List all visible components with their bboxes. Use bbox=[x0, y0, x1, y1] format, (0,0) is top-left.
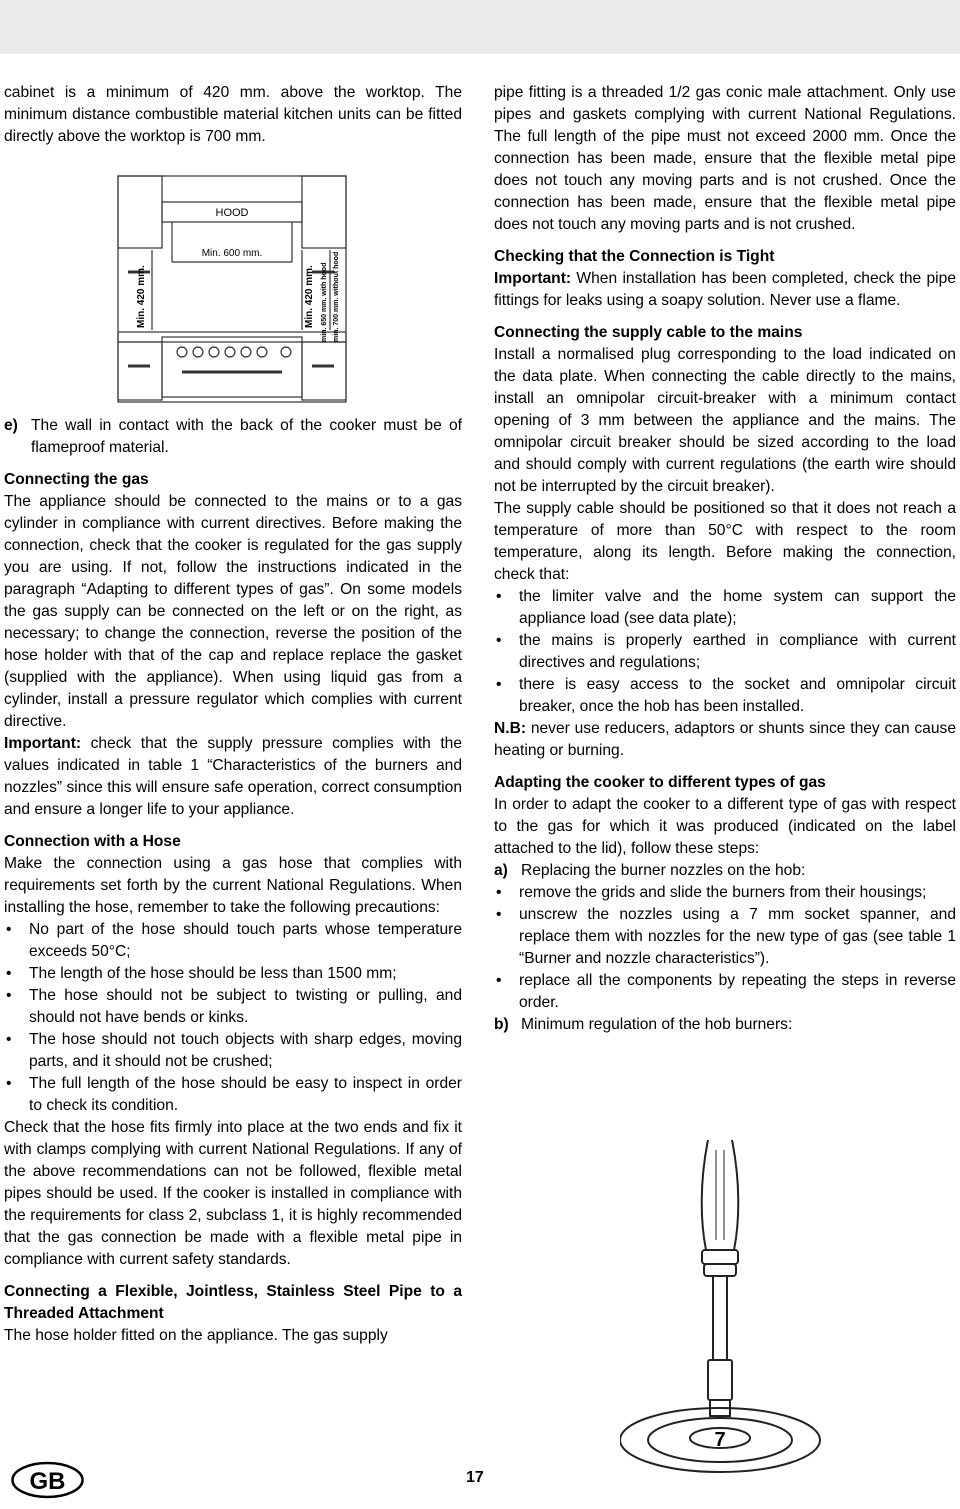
tight-text: Important: When installation has been completed, check the pipe fittings for leaks using a soapy solution. Never use a flame. bbox=[494, 270, 956, 309]
adapt-bullet: • replace all the components by repeating the steps in reverse order. bbox=[496, 972, 956, 1011]
gas-important bbox=[4, 733, 462, 821]
item-e-key: e) bbox=[4, 417, 18, 434]
tight-heading: Checking that the Connection is Tight bbox=[494, 248, 775, 265]
right-main-block bbox=[494, 82, 956, 1036]
mains-body-2: The supply cable should be positioned so that it does not reach a temperature of more than 50°C with respect to the room temperature, along its length. Before making the connection, check that: bbox=[494, 500, 956, 583]
spanner-size-digit: 7 bbox=[714, 1429, 726, 1451]
hose-bullet: • The hose should not touch objects with sharp edges, moving parts, and it should not be crushed; bbox=[6, 1031, 462, 1070]
item-e bbox=[4, 415, 462, 459]
min-420-right-label: Min. 420 mm. bbox=[304, 265, 315, 328]
left-main-block bbox=[4, 415, 462, 1347]
adapt-body: In order to adapt the cooker to a different type of gas with respect to the gas for which it was produced (indicated on the label attached to the lid), follow these steps: bbox=[494, 796, 956, 857]
hose-bullet: • No part of the hose should touch parts whose temperature exceeds 50°C; bbox=[6, 921, 462, 960]
min-600-label: Min. 600 mm. bbox=[201, 248, 263, 259]
steel-heading: Connecting a Flexible, Jointless, Stainless Steel Pipe to a Threaded Attachment bbox=[4, 1283, 462, 1322]
adapt-heading: Adapting the cooker to different types of gas bbox=[494, 774, 826, 791]
item-e-text: The wall in contact with the back of the cooker must be of flameproof material. bbox=[31, 417, 462, 456]
nb-label: N.B: bbox=[494, 720, 527, 737]
mains-body-1: Install a normalised plug corresponding to the load indicated on the data plate. When connecting the cable directly to the mains, install an omnipolar circuit-breaker with a minimum contact opening of 3 mm between the appliance and the mains. The omnipolar circuit breaker should be sized according to the load and should comply with current regulations (the earth wire should not be interrupted by the circuit breaker). bbox=[494, 346, 956, 495]
mains-bullet: • the limiter valve and the home system can support the appliance load (see data plate); bbox=[496, 588, 956, 627]
installation-clearance-diagram bbox=[112, 172, 352, 405]
hood-label: HOOD bbox=[215, 207, 249, 219]
step-b: b) Minimum regulation of the hob burners: bbox=[494, 1016, 793, 1033]
country-code: GB bbox=[29, 1468, 66, 1495]
top-bar bbox=[0, 0, 960, 54]
min-650-label: min. 650 mm. with hood bbox=[321, 262, 328, 342]
intro-paragraph: cabinet is a minimum of 420 mm. above the worktop. The minimum distance combustible material kitchen units can be fitted directly above the worktop is 700 mm. bbox=[4, 84, 462, 145]
country-badge bbox=[10, 1461, 85, 1499]
important-label: Important: bbox=[4, 735, 82, 752]
min-700-label: min. 700 mm. without hood bbox=[333, 251, 340, 342]
nb-note: N.B: never use reducers, adaptors or shunts since they can cause heating or burning. bbox=[494, 720, 956, 759]
hose-bullet: • The full length of the hose should be easy to inspect in order to check its condition. bbox=[6, 1075, 462, 1114]
steel-body: The hose holder fitted on the appliance. The gas supply bbox=[4, 1327, 388, 1344]
gas-heading: Connecting the gas bbox=[4, 471, 149, 488]
left-intro-block bbox=[4, 82, 462, 148]
adapt-bullet: • unscrew the nozzles using a 7 mm socket spanner, and replace them with nozzles for the new type of gas (see table 1 “Burner and nozzle characteristics”). bbox=[496, 906, 956, 967]
step-a: a) Replacing the burner nozzles on the hob: bbox=[494, 862, 806, 879]
page-number: 17 bbox=[466, 1469, 484, 1486]
min-420-left-label: Min. 420 mm. bbox=[136, 265, 147, 328]
adapt-bullet: • remove the grids and slide the burners from their housings; bbox=[496, 884, 927, 901]
pipe-continuation: pipe fitting is a threaded 1/2 gas conic male attachment. Only use pipes and gaskets complying with current National Regulations. The full length of the pipe must not exceed 2000 mm. Once the connection has been made, ensure that the flexible metal pipe does not touch any moving parts and is not crushed. Once the connection has been made, ensure that the flexible metal pipe does not touch any moving parts and is not crushed. bbox=[494, 84, 956, 233]
hose-bullet: • The hose should not be subject to twisting or pulling, and should not have bends or kinks. bbox=[6, 987, 462, 1026]
hose-heading: Connection with a Hose bbox=[4, 833, 181, 850]
important-text: check that the supply pressure complies with the values indicated in table 1 “Characteristics of the burners and nozzles” since this will ensure safe operation, correct consumption and ensure a longer life to your appliance. bbox=[4, 735, 462, 818]
hose-bullet: • The length of the hose should be less than 1500 mm; bbox=[6, 965, 397, 982]
tight-important-label: Important: bbox=[494, 270, 572, 287]
mains-bullet: • the mains is properly earthed in compliance with current directives and regulations; bbox=[496, 632, 956, 671]
mains-heading: Connecting the supply cable to the mains bbox=[494, 324, 803, 341]
mains-bullet: • there is easy access to the socket and omnipolar circuit breaker, once the hob has been installed. bbox=[496, 676, 956, 715]
nozzle-screwdriver-illustration bbox=[620, 1140, 835, 1475]
gas-body: The appliance should be connected to the mains or to a gas cylinder in compliance with current directives. Before making the connection, check that the cooker is regulated for the gas supply you are using. If not, follow the instructions indicated in the paragraph “Adapting to different types of gas”. On some models the gas supply can be connected on the left or on the right, as necessary; to change the connection, reverse the position of the hose holder with that of the cap and replace replace the gasket (supplied with the appliance). When using liquid gas from a cylinder, install a pressure regulator which complies with current directive. bbox=[4, 493, 462, 730]
hose-after: Check that the hose fits firmly into place at the two ends and fix it with clamps complying with current National Regulations. If any of the above recommendations can not be followed, flexible metal pipes should be used. If the cooker is installed in compliance with the requirements for class 2, subclass 1, it is highly recommended that the gas connection be made with a flexible metal pipe in compliance with current safety standards. bbox=[4, 1119, 462, 1268]
hose-body: Make the connection using a gas hose that complies with requirements set forth by the current National Regulations. When installing the hose, remember to take the following precautions: bbox=[4, 855, 462, 916]
